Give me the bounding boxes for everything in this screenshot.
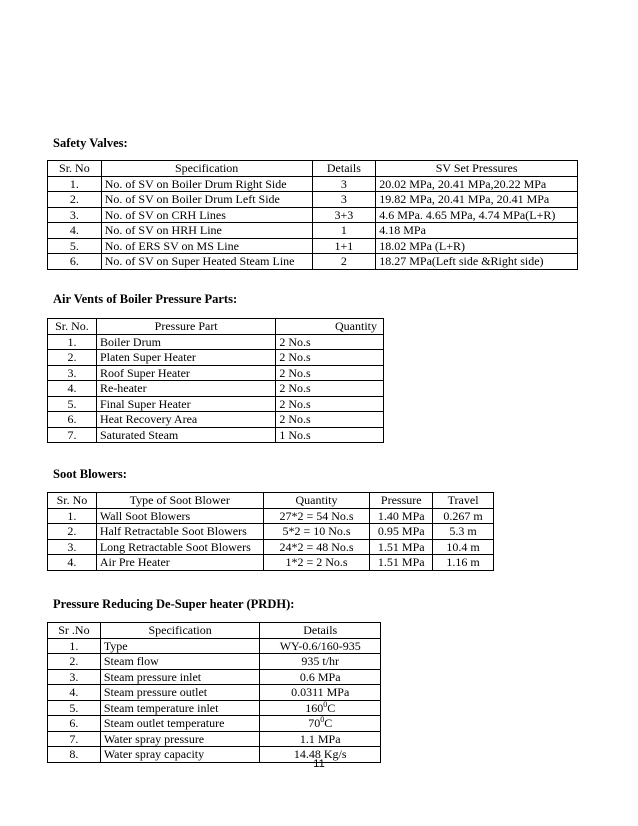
temperature-value: 160	[305, 700, 324, 715]
prdh-table	[47, 622, 381, 763]
specification-cell: No. of ERS SV on MS Line	[101, 238, 312, 254]
details-cell: 1.1 MPa	[260, 731, 381, 747]
header-cell: Quantity	[276, 319, 384, 335]
sr-no-cell: 2.	[48, 350, 97, 366]
pressure-part-cell: Heat Recovery Area	[96, 412, 275, 428]
safety-valves-table	[47, 160, 578, 270]
quantity-cell: 2 No.s	[276, 396, 384, 412]
sr-no-cell: 3.	[48, 669, 101, 685]
specification-cell: Water spray capacity	[100, 747, 260, 763]
page-number: 11	[313, 758, 325, 770]
details-cell: 3	[312, 176, 376, 192]
air-vents-table	[47, 318, 384, 443]
air-vents-heading: Air Vents of Boiler Pressure Parts:	[53, 292, 238, 306]
details-cell: 1	[312, 223, 376, 239]
specification-cell: No. of SV on Boiler Drum Left Side	[101, 192, 312, 208]
table-row	[48, 669, 381, 685]
table-row	[48, 731, 381, 747]
table-row	[48, 685, 381, 701]
details-cell: 3	[312, 192, 376, 208]
table-row	[48, 716, 381, 732]
pressure-part-cell: Boiler Drum	[96, 334, 275, 350]
specification-cell: Steam pressure outlet	[100, 685, 260, 701]
details-cell	[260, 716, 381, 732]
table-header-row	[48, 319, 384, 335]
specification-cell: No. of SV on Boiler Drum Right Side	[101, 176, 312, 192]
degree-superscript: 0	[323, 699, 328, 709]
sr-no-cell: 2.	[48, 192, 102, 208]
pressures-cell: 4.6 MPa. 4.65 MPa, 4.74 MPa(L+R)	[376, 207, 578, 223]
table-row	[48, 700, 381, 716]
table-header-row	[48, 493, 494, 509]
quantity-cell: 24*2 = 48 No.s	[263, 539, 370, 555]
sr-no-cell: 1.	[48, 638, 101, 654]
details-cell: 1+1	[312, 238, 376, 254]
table-row	[48, 524, 494, 540]
table-row	[48, 365, 384, 381]
table-row	[48, 334, 384, 350]
specification-cell: Steam flow	[100, 654, 260, 670]
sr-no-cell: 2.	[48, 654, 101, 670]
table-row	[48, 654, 381, 670]
header-cell: Pressure	[370, 493, 433, 509]
header-cell: Sr .No	[48, 623, 101, 639]
sr-no-cell: 3.	[48, 365, 97, 381]
table-row	[48, 555, 494, 571]
table-row	[48, 381, 384, 397]
sr-no-cell: 8.	[48, 747, 101, 763]
pressure-cell: 1.40 MPa	[370, 508, 433, 524]
specification-cell: Steam temperature inlet	[100, 700, 260, 716]
details-cell: 0.0311 MPa	[260, 685, 381, 701]
soot-blowers-table	[47, 492, 494, 571]
soot-blowers-heading: Soot Blowers:	[53, 467, 127, 481]
sr-no-cell: 6.	[48, 412, 97, 428]
header-cell: SV Set Pressures	[376, 161, 578, 177]
pressure-part-cell: Final Super Heater	[96, 396, 275, 412]
sr-no-cell: 4.	[48, 555, 97, 571]
quantity-cell: 2 No.s	[276, 334, 384, 350]
specification-cell: Water spray pressure	[100, 731, 260, 747]
header-cell: Pressure Part	[96, 319, 275, 335]
travel-cell: 10.4 m	[433, 539, 494, 555]
type-cell: Long Retractable Soot Blowers	[96, 539, 263, 555]
table-row	[48, 638, 381, 654]
degree-superscript: 0	[320, 715, 325, 725]
table-row	[48, 350, 384, 366]
header-cell: Quantity	[263, 493, 370, 509]
header-cell: Sr. No.	[48, 319, 97, 335]
quantity-cell: 2 No.s	[276, 381, 384, 397]
type-cell: Air Pre Heater	[96, 555, 263, 571]
pressure-part-cell: Roof Super Heater	[96, 365, 275, 381]
pressures-cell: 19.82 MPa, 20.41 MPa, 20.41 MPa	[376, 192, 578, 208]
specification-cell: Steam pressure inlet	[100, 669, 260, 685]
prdh-heading: Pressure Reducing De-Super heater (PRDH):	[53, 597, 295, 611]
table-header-row	[48, 623, 381, 639]
details-cell: 14.48 Kg/s	[260, 747, 381, 763]
quantity-cell: 5*2 = 10 No.s	[263, 524, 370, 540]
quantity-cell: 1 No.s	[276, 427, 384, 443]
sr-no-cell: 6.	[48, 716, 101, 732]
safety-valves-heading: Safety Valves:	[53, 136, 128, 150]
header-cell: Sr. No	[48, 493, 97, 509]
header-cell: Sr. No	[48, 161, 102, 177]
sr-no-cell: 7.	[48, 731, 101, 747]
sr-no-cell: 1.	[48, 334, 97, 350]
sr-no-cell: 2.	[48, 524, 97, 540]
table-row	[48, 223, 578, 239]
type-cell: Half Retractable Soot Blowers	[96, 524, 263, 540]
type-cell: Wall Soot Blowers	[96, 508, 263, 524]
sr-no-cell: 6.	[48, 254, 102, 270]
details-cell: WY-0.6/160-935	[260, 638, 381, 654]
specification-cell: Steam outlet temperature	[100, 716, 260, 732]
details-cell: 3+3	[312, 207, 376, 223]
sr-no-cell: 4.	[48, 685, 101, 701]
specification-cell: No. of SV on HRH Line	[101, 223, 312, 239]
sr-no-cell: 3.	[48, 207, 102, 223]
table-row	[48, 207, 578, 223]
pressures-cell: 20.02 MPa, 20.41 MPa,20.22 MPa	[376, 176, 578, 192]
sr-no-cell: 5.	[48, 396, 97, 412]
quantity-cell: 2 No.s	[276, 350, 384, 366]
table-row	[48, 427, 384, 443]
details-cell	[260, 700, 381, 716]
sr-no-cell: 5.	[48, 700, 101, 716]
table-row	[48, 396, 384, 412]
quantity-cell: 27*2 = 54 No.s	[263, 508, 370, 524]
pressure-part-cell: Saturated Steam	[96, 427, 275, 443]
pressure-cell: 1.51 MPa	[370, 555, 433, 571]
table-row	[48, 176, 578, 192]
sr-no-cell: 5.	[48, 238, 102, 254]
table-row	[48, 508, 494, 524]
specification-cell: Type	[100, 638, 260, 654]
pressure-part-cell: Re-heater	[96, 381, 275, 397]
table-row	[48, 192, 578, 208]
sr-no-cell: 4.	[48, 223, 102, 239]
travel-cell: 1.16 m	[433, 555, 494, 571]
temperature-value: 70	[308, 716, 321, 731]
table-row	[48, 238, 578, 254]
header-cell: Details	[312, 161, 376, 177]
table-header-row	[48, 161, 578, 177]
details-cell: 935 t/hr	[260, 654, 381, 670]
pressure-part-cell: Platen Super Heater	[96, 350, 275, 366]
specification-cell: No. of SV on CRH Lines	[101, 207, 312, 223]
header-cell: Travel	[433, 493, 494, 509]
sr-no-cell: 4.	[48, 381, 97, 397]
header-cell: Type of Soot Blower	[96, 493, 263, 509]
sr-no-cell: 3.	[48, 539, 97, 555]
header-cell: Details	[260, 623, 381, 639]
details-cell: 2	[312, 254, 376, 270]
sr-no-cell: 7.	[48, 427, 97, 443]
temperature-unit: C	[327, 700, 336, 715]
details-cell: 0.6 MPa	[260, 669, 381, 685]
quantity-cell: 1*2 = 2 No.s	[263, 555, 370, 571]
header-cell: Specification	[100, 623, 260, 639]
quantity-cell: 2 No.s	[276, 412, 384, 428]
table-row	[48, 254, 578, 270]
table-row	[48, 412, 384, 428]
pressures-cell: 18.27 MPa(Left side &Right side)	[376, 254, 578, 270]
specification-cell: No. of SV on Super Heated Steam Line	[101, 254, 312, 270]
table-row	[48, 539, 494, 555]
quantity-cell: 2 No.s	[276, 365, 384, 381]
temperature-unit: C	[324, 716, 333, 731]
sr-no-cell: 1.	[48, 176, 102, 192]
header-cell: Specification	[101, 161, 312, 177]
pressure-cell: 0.95 MPa	[370, 524, 433, 540]
travel-cell: 0.267 m	[433, 508, 494, 524]
pressures-cell: 18.02 MPa (L+R)	[376, 238, 578, 254]
pressures-cell: 4.18 MPa	[376, 223, 578, 239]
pressure-cell: 1.51 MPa	[370, 539, 433, 555]
sr-no-cell: 1.	[48, 508, 97, 524]
travel-cell: 5.3 m	[433, 524, 494, 540]
